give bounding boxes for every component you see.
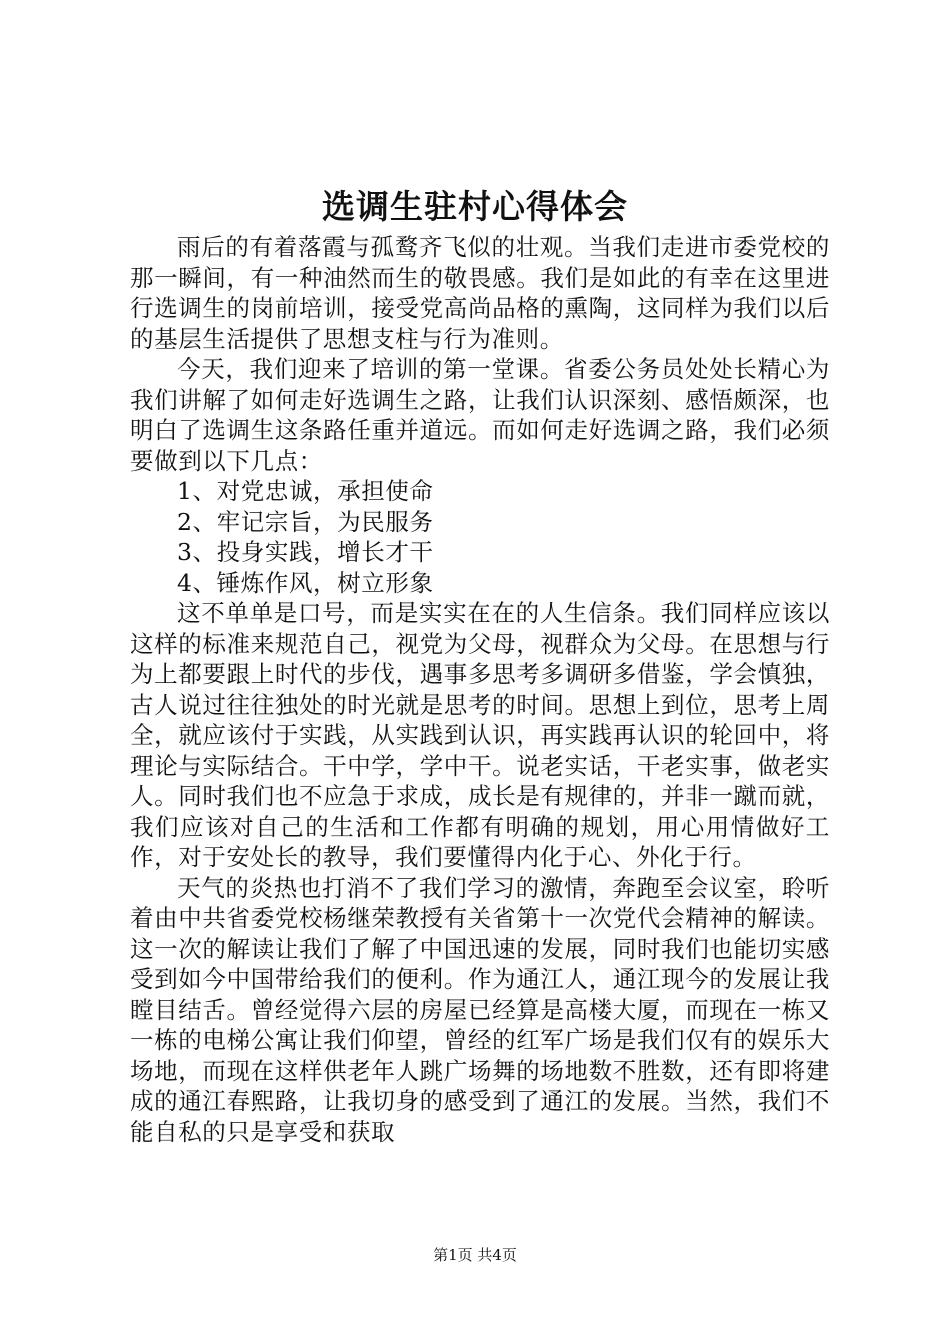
paragraph-1: 雨后的有着落霞与孤鹜齐飞似的壮观。当我们走进市委党校的那一瞬间，有一种油然而生的敬畏感。我们是如此的有幸在这里进行选调生的岗前培训，接受党高尚品格的熏陶，这同样为我们以后的基层生活提供了思想支柱与行为准则。	[130, 233, 830, 353]
paragraph-2: 今天，我们迎来了培训的第一堂课。省委公务员处处长精心为我们讲解了如何走好选调生之路，让我们认识深刻、感悟颇深，也明白了选调生这条路任重并道远。而如何走好选调之路，我们必须要做到以下几点：	[130, 355, 830, 475]
paragraph-3: 这不单单是口号，而是实实在在的人生信条。我们同样应该以这样的标准来规范自己，视党为父母，视群众为父母。在思想与行为上都要跟上时代的步伐，遇事多思考多调研多借鉴，学会慎独，古人说过往往独处的时光就是思考的时间。思想上到位，思考上周全，就应该付于实践，从实践到认识，再实践再认识的轮回中，将理论与实际结合。干中学，学中干。说老实话，干老实事，做老实人。同时我们也不应急于求成，成长是有规律的，并非一蹴而就，我们应该对自己的生活和工作都有明确的规划，用心用情做好工作，对于安处长的教导，我们要懂得内化于心、外化于行。	[130, 599, 830, 871]
paragraph-4: 天气的炎热也打消不了我们学习的激情，奔跑至会议室，聆听着由中共省委党校杨继荣教授有关省第十一次党代会精神的解读。这一次的解读让我们了解了中国迅速的发展，同时我们也能切实感受到如今中国带给我们的便利。作为通江人，通江现今的发展让我瞠目结舌。曾经觉得六层的房屋已经算是高楼大厦，而现在一栋又一栋的电梯公寓让我们仰望，曾经的红军广场是我们仅有的娱乐大场地，而现在这样供老年人跳广场舞的场地数不胜数，还有即将建成的通江春熙路，让我切身的感受到了通江的发展。当然，我们不能自私的只是享受和获取	[130, 873, 830, 1146]
list-item-3: 3、投身实践，增长才干	[177, 538, 434, 566]
document-title: 选调生驻村心得体会	[322, 187, 628, 226]
page-footer: 第1页 共4页	[433, 1246, 517, 1264]
list-item-1: 1、对党忠诚，承担使命	[177, 477, 434, 505]
list-item-4: 4、锤炼作风，树立形象	[177, 568, 434, 597]
document-body	[130, 232, 830, 1147]
list-item-2: 2、牢记宗旨，为民服务	[177, 507, 434, 536]
